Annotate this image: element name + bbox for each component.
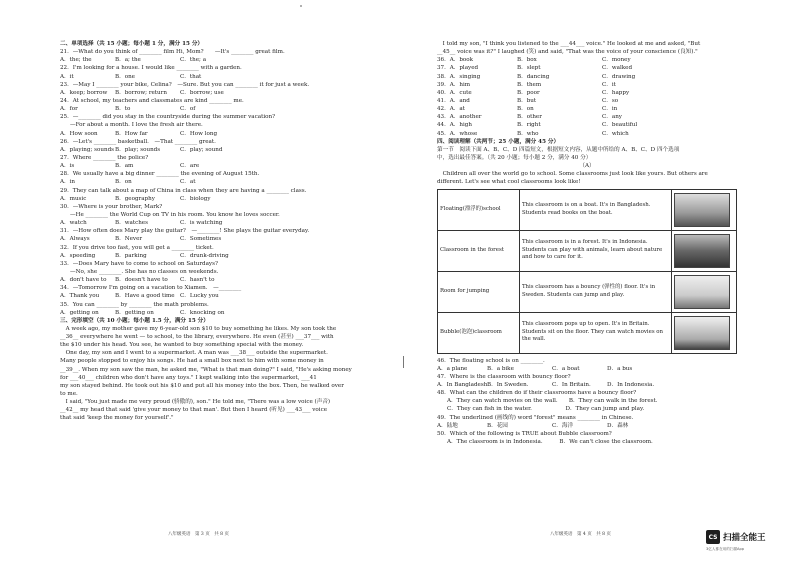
- answer-options: [60, 56, 390, 64]
- option: A．How soon: [60, 130, 98, 137]
- option: A．keep; borrow: [60, 89, 108, 96]
- option: D．森林: [607, 422, 629, 429]
- option: C．In Britain.: [552, 381, 591, 388]
- cloze-options: [437, 105, 737, 113]
- classroom-desc: This classroom has a bouncy (弹性的) floor. It's in Sweden. Students can jump and play.: [519, 271, 671, 312]
- option: 43．A．another: [437, 114, 482, 121]
- text-line: 35．You can ________ by ________ the math problems.: [60, 301, 209, 308]
- camscanner-logo-icon: CS: [706, 530, 720, 544]
- text-line: for ___40___ children who don't have any toys." I kept walking into the supermarket, ___41: [60, 374, 317, 381]
- option: B．on: [517, 106, 534, 113]
- classroom-photo: [674, 234, 730, 268]
- option: C．so: [602, 97, 619, 104]
- option: C．a boat: [552, 365, 580, 372]
- option: B．one: [115, 73, 135, 80]
- option: B．on: [115, 179, 132, 186]
- answer-options: [60, 219, 390, 227]
- option: A．is: [60, 163, 75, 170]
- text-line: the $10 under his head. You see, he wanted to buy something special with the money.: [60, 342, 304, 349]
- option: B．How far: [115, 130, 148, 137]
- text-line: 中，选出最佳答案。（共 20 小题；每小题 2 分，满分 40 分）: [437, 154, 592, 161]
- text-line: 二、单项选择（共 15 小题；每小题 1 分，满分 15 分）: [60, 41, 204, 47]
- option: B．doesn't have to: [115, 277, 168, 284]
- answer-options: [60, 195, 390, 203]
- answer-options: [60, 252, 390, 260]
- option: C．any: [602, 114, 622, 121]
- option: 36．A．book: [437, 57, 474, 64]
- option: C．How long: [180, 130, 218, 137]
- table-row: [438, 271, 737, 312]
- cloze-options: [437, 81, 737, 89]
- option: B．other: [517, 114, 542, 121]
- option: B．borrow; return: [115, 89, 167, 96]
- answer-options: [60, 276, 390, 284]
- text-line: —He ________ the World Cup on TV in his room. You know he loves soccer.: [70, 211, 280, 218]
- answer-options: [60, 162, 390, 170]
- option: B．them: [517, 81, 542, 88]
- classroom-photo: [674, 275, 730, 309]
- option: C．at: [180, 179, 196, 186]
- option: B．but: [517, 97, 537, 104]
- option: B．Have a good time: [115, 293, 175, 300]
- answer-options: [60, 89, 390, 97]
- text-line: I said, "You just made me very proud (骄傲的), son." He told me, "There was a low voice (声音): [60, 399, 331, 406]
- answer-options: [437, 422, 737, 430]
- option: 42．A．at: [437, 106, 465, 113]
- option: B．In Sweden.: [487, 381, 529, 388]
- option: C．beautiful: [602, 122, 638, 129]
- text-line: 32．If you drive too fast, you will get a ________ ticket.: [60, 244, 214, 251]
- option: C．海洋: [552, 422, 574, 429]
- answer-options: [60, 235, 390, 243]
- answer-options: [60, 73, 390, 81]
- classroom-photo-cell: [672, 271, 737, 312]
- text-line: A．They can watch movies on the wall. B．They can walk in the forest.: [447, 398, 658, 405]
- watermark-title: 扫描全能王: [723, 533, 766, 543]
- option: A．for: [60, 106, 78, 113]
- cloze-options: [437, 97, 737, 105]
- text-line: I told my son, "I think you listened to the ___44___ voice." He looked at me and asked, "But: [437, 41, 701, 47]
- classroom-desc: This classroom is in a forest. It's in Indonesia. Students can play with animals, learn about nature and how to care for it.: [519, 230, 671, 271]
- text-line: （A）: [579, 163, 595, 170]
- cloze-options: [437, 130, 737, 138]
- text-line: C．They can fish in the water. D．They can jump and play.: [447, 406, 645, 413]
- text-line: 27．Where ________ the police?: [60, 154, 149, 161]
- text-line: A．The classroom is in Indonesia. B．We can't close the classroom.: [447, 438, 653, 445]
- table-row: [438, 312, 737, 353]
- text-line: 29．They can talk about a map of China in class when they are having a ________ class.: [60, 187, 307, 194]
- answer-options: [60, 130, 390, 138]
- text-line: 25．—________ did you stay in the countryside during the summer vacation?: [60, 114, 276, 121]
- option: 37．A．played: [437, 65, 479, 72]
- option: C．hasn't to: [180, 277, 215, 284]
- option: B．花园: [487, 422, 508, 429]
- option: A．陆地: [437, 422, 458, 429]
- text-line: A week ago, my mother gave my 6-year-old son $10 to buy something he likes. My son took the: [60, 325, 337, 332]
- text-line: —No, she ________. She has no classes on weekends.: [70, 268, 219, 275]
- classroom-photo: [674, 316, 730, 350]
- option: B．box: [517, 57, 537, 64]
- option: A．music: [60, 195, 87, 202]
- option: B．am: [115, 163, 134, 170]
- classroom-photo-cell: [672, 312, 737, 353]
- column-divider: [403, 356, 404, 368]
- option: C．biology: [180, 195, 211, 202]
- option: A．playing; sounds: [60, 146, 115, 153]
- option: B．play; sounds: [115, 146, 161, 153]
- text-line: different. Let's see what cool classrooms look like!: [437, 179, 581, 186]
- option: C．which: [602, 130, 629, 137]
- option: 39．A．him: [437, 81, 471, 88]
- text-line: 第一节 阅读下面 A、B、C、D 四篇短文，根据短文内容，从题中所给的 A、B、C、D 四个选项: [437, 146, 680, 153]
- option: 45．A．whose: [437, 130, 478, 137]
- text-line: 30．—Where is your brother, Mark?: [60, 203, 163, 210]
- classroom-photo-cell: [672, 230, 737, 271]
- option: 40．A．cute: [437, 89, 472, 96]
- classroom-name: Floating(漂浮的)school: [438, 189, 520, 230]
- text-line: 22．I'm looking for a house. I would like ________ with a garden.: [60, 65, 242, 72]
- text-line: 28．We usually have a big dinner ________ the evening of August 15th.: [60, 171, 260, 178]
- option: C．of: [180, 106, 196, 113]
- text-line: __42__ my head that said 'give your money to that man'. But then I heard (听见) ___43___ voice: [60, 407, 328, 414]
- option: 44．A．high: [437, 122, 472, 129]
- option: C．knocking on: [180, 309, 225, 316]
- text-line: 46．The floating school is on ________.: [437, 357, 545, 364]
- text-line: Many people stopped to enjoy his songs. He had a small box next to him with some money in: [60, 358, 324, 365]
- text-line: that said 'keep the money for yourself'.": [60, 415, 174, 422]
- text-line: 33．—Does Mary have to come to school on Saturdays?: [60, 260, 218, 267]
- option: C．in: [602, 106, 618, 113]
- option: C．that: [180, 73, 202, 80]
- option: D．a bus: [607, 365, 633, 372]
- classroom-name: Room for jumping: [438, 271, 520, 312]
- option: A．getting on: [60, 309, 99, 316]
- cloze-options: [437, 113, 737, 121]
- option: B．geography: [115, 195, 155, 202]
- option: A．speeding: [60, 252, 96, 259]
- table-row: [438, 230, 737, 271]
- option: B．slept: [517, 65, 541, 72]
- option: 38．A．singing: [437, 73, 481, 80]
- option: C．are: [180, 163, 200, 170]
- option: C．Sometimes: [180, 236, 222, 243]
- classroom-name: Bubble(泡泡)classroom: [438, 312, 520, 353]
- answer-options: [60, 146, 390, 154]
- text-line: 50．Which of the following is TRUE about Bubble classroom?: [437, 430, 612, 437]
- option: A．Always: [60, 236, 90, 243]
- option: C．money: [602, 57, 631, 64]
- option: C．drunk-driving: [180, 252, 229, 259]
- option: D．In Indonesia.: [607, 381, 655, 388]
- text-line: 47．Where is the classroom with bouncy floor?: [437, 373, 571, 380]
- cloze-options: [437, 89, 737, 97]
- option: B．getting on: [115, 309, 154, 316]
- text-line: 24．At school, my teachers and classmates are kind ________ me.: [60, 97, 244, 104]
- text-line: 34．—Tomorrow I'm going on a vacation to Xiamen. —________: [60, 285, 242, 292]
- option: A．a plane: [437, 365, 468, 372]
- cloze-options: [437, 64, 737, 72]
- classroom-photo: [674, 193, 730, 227]
- answer-options: [437, 381, 737, 389]
- option: B．dancing: [517, 73, 550, 80]
- text-line: 48．What can the children do if their classrooms have a bouncy floor?: [437, 390, 637, 397]
- option: B．parking: [115, 252, 147, 259]
- page-footer-left: 八年级英语 第 3 页 共 8 页: [168, 532, 229, 537]
- cloze-options: [437, 121, 737, 129]
- option: 41．A．and: [437, 97, 470, 104]
- option: C．is watching: [180, 220, 223, 227]
- text-line: 四、阅读理解（共两节；25 小题，满分 45 分）: [437, 138, 560, 145]
- classroom-photo-cell: [672, 189, 737, 230]
- option: A．in: [60, 179, 76, 186]
- cloze-options: [437, 56, 737, 64]
- option: C．walked: [602, 65, 633, 72]
- option: C．drawing: [602, 73, 636, 80]
- option: A．it: [60, 73, 74, 80]
- option: C．happy: [602, 89, 630, 96]
- answer-options: [60, 309, 390, 317]
- option: B．a; the: [115, 57, 141, 64]
- text-line: Children all over the world go to school. Some classrooms just look like yours. But others are: [437, 171, 708, 178]
- option: A．the; the: [60, 57, 92, 64]
- text-line: __36__ everywhere he went — to school, to the library, everywhere. He even (甚至) ___37___ with: [60, 334, 334, 341]
- table-row: [438, 189, 737, 230]
- text-line: 三、完形填空（共 10 小题；每小题 1.5 分，满分 15 分）: [60, 317, 209, 324]
- scanner-watermark: [706, 530, 766, 544]
- text-line: 21．—What do you think of ________ film Hi, Mom? —It's ________ great film.: [60, 49, 285, 56]
- option: C．the; a: [180, 57, 207, 64]
- text-line: 31．—How often does Mary play the guitar? —________! She plays the guitar everyday.: [60, 228, 310, 235]
- text-line: __45__ voice was it?" I laughed (笑) and said, "That was the voice of your conscience (良知).": [437, 49, 698, 56]
- answer-options: [437, 365, 737, 373]
- option: B．right: [517, 122, 541, 129]
- option: B．who: [517, 130, 539, 137]
- left-column: [60, 40, 390, 423]
- text-line: 23．—May I ________ your bike, Celina? —Sure. But you can ________ it for just a week.: [60, 81, 310, 88]
- cloze-options: [437, 73, 737, 81]
- watermark-subtitle: 3亿人都在用的扫描App: [706, 547, 745, 551]
- option: B．watches: [115, 220, 148, 227]
- option: C．it: [602, 81, 616, 88]
- option: B．a bike: [487, 365, 514, 372]
- text-line: One day, my son and I went to a supermarket. A man was ___38___ outside the supermarket.: [60, 350, 328, 357]
- text-line: 49．The underlined (画线的) word "forest" means ________ in Chinese.: [437, 414, 634, 421]
- text-line: __39__. When my son saw the man, he asked me, "What is that man doing?" I said, "He's asking money: [60, 366, 352, 373]
- option: A．watch: [60, 220, 87, 227]
- classroom-name: Classroom in the forest: [438, 230, 520, 271]
- answer-options: [60, 105, 390, 113]
- option: A．In Bangladesh.: [437, 381, 490, 388]
- text-line: 26．—Let's ________ basketball. —That ________ great.: [60, 138, 216, 145]
- text-line: to me.: [60, 391, 78, 398]
- classroom-desc: This classroom pops up to open. It's in Britain. Students sit on the floor. They can watch movies on the wall.: [519, 312, 671, 353]
- classroom-desc: This classroom is on a boat. It's in Bangladesh. Students read books on the boat.: [519, 189, 671, 230]
- option: B．Never: [115, 236, 143, 243]
- answer-options: [60, 292, 390, 300]
- option: C．Lucky you: [180, 293, 219, 300]
- option: C．borrow; use: [180, 89, 224, 96]
- page-footer-right: 八年级英语 第 4 页 共 8 页: [550, 532, 611, 537]
- text-line: —For about a month. I love the fresh air there.: [70, 122, 203, 129]
- option: B．poor: [517, 89, 540, 96]
- option: C．play; sound: [180, 146, 223, 153]
- right-column: [437, 40, 737, 446]
- classroom-table: [437, 189, 737, 354]
- text-line: my son stayed behind. He took out his $10 and put all his money into the box. Then, he walked over: [60, 382, 344, 389]
- option: B．to: [115, 106, 131, 113]
- option: A．don't have to: [60, 277, 107, 284]
- option: A．Thank you: [60, 293, 100, 300]
- scan-speck: [300, 5, 302, 7]
- answer-options: [60, 178, 390, 186]
